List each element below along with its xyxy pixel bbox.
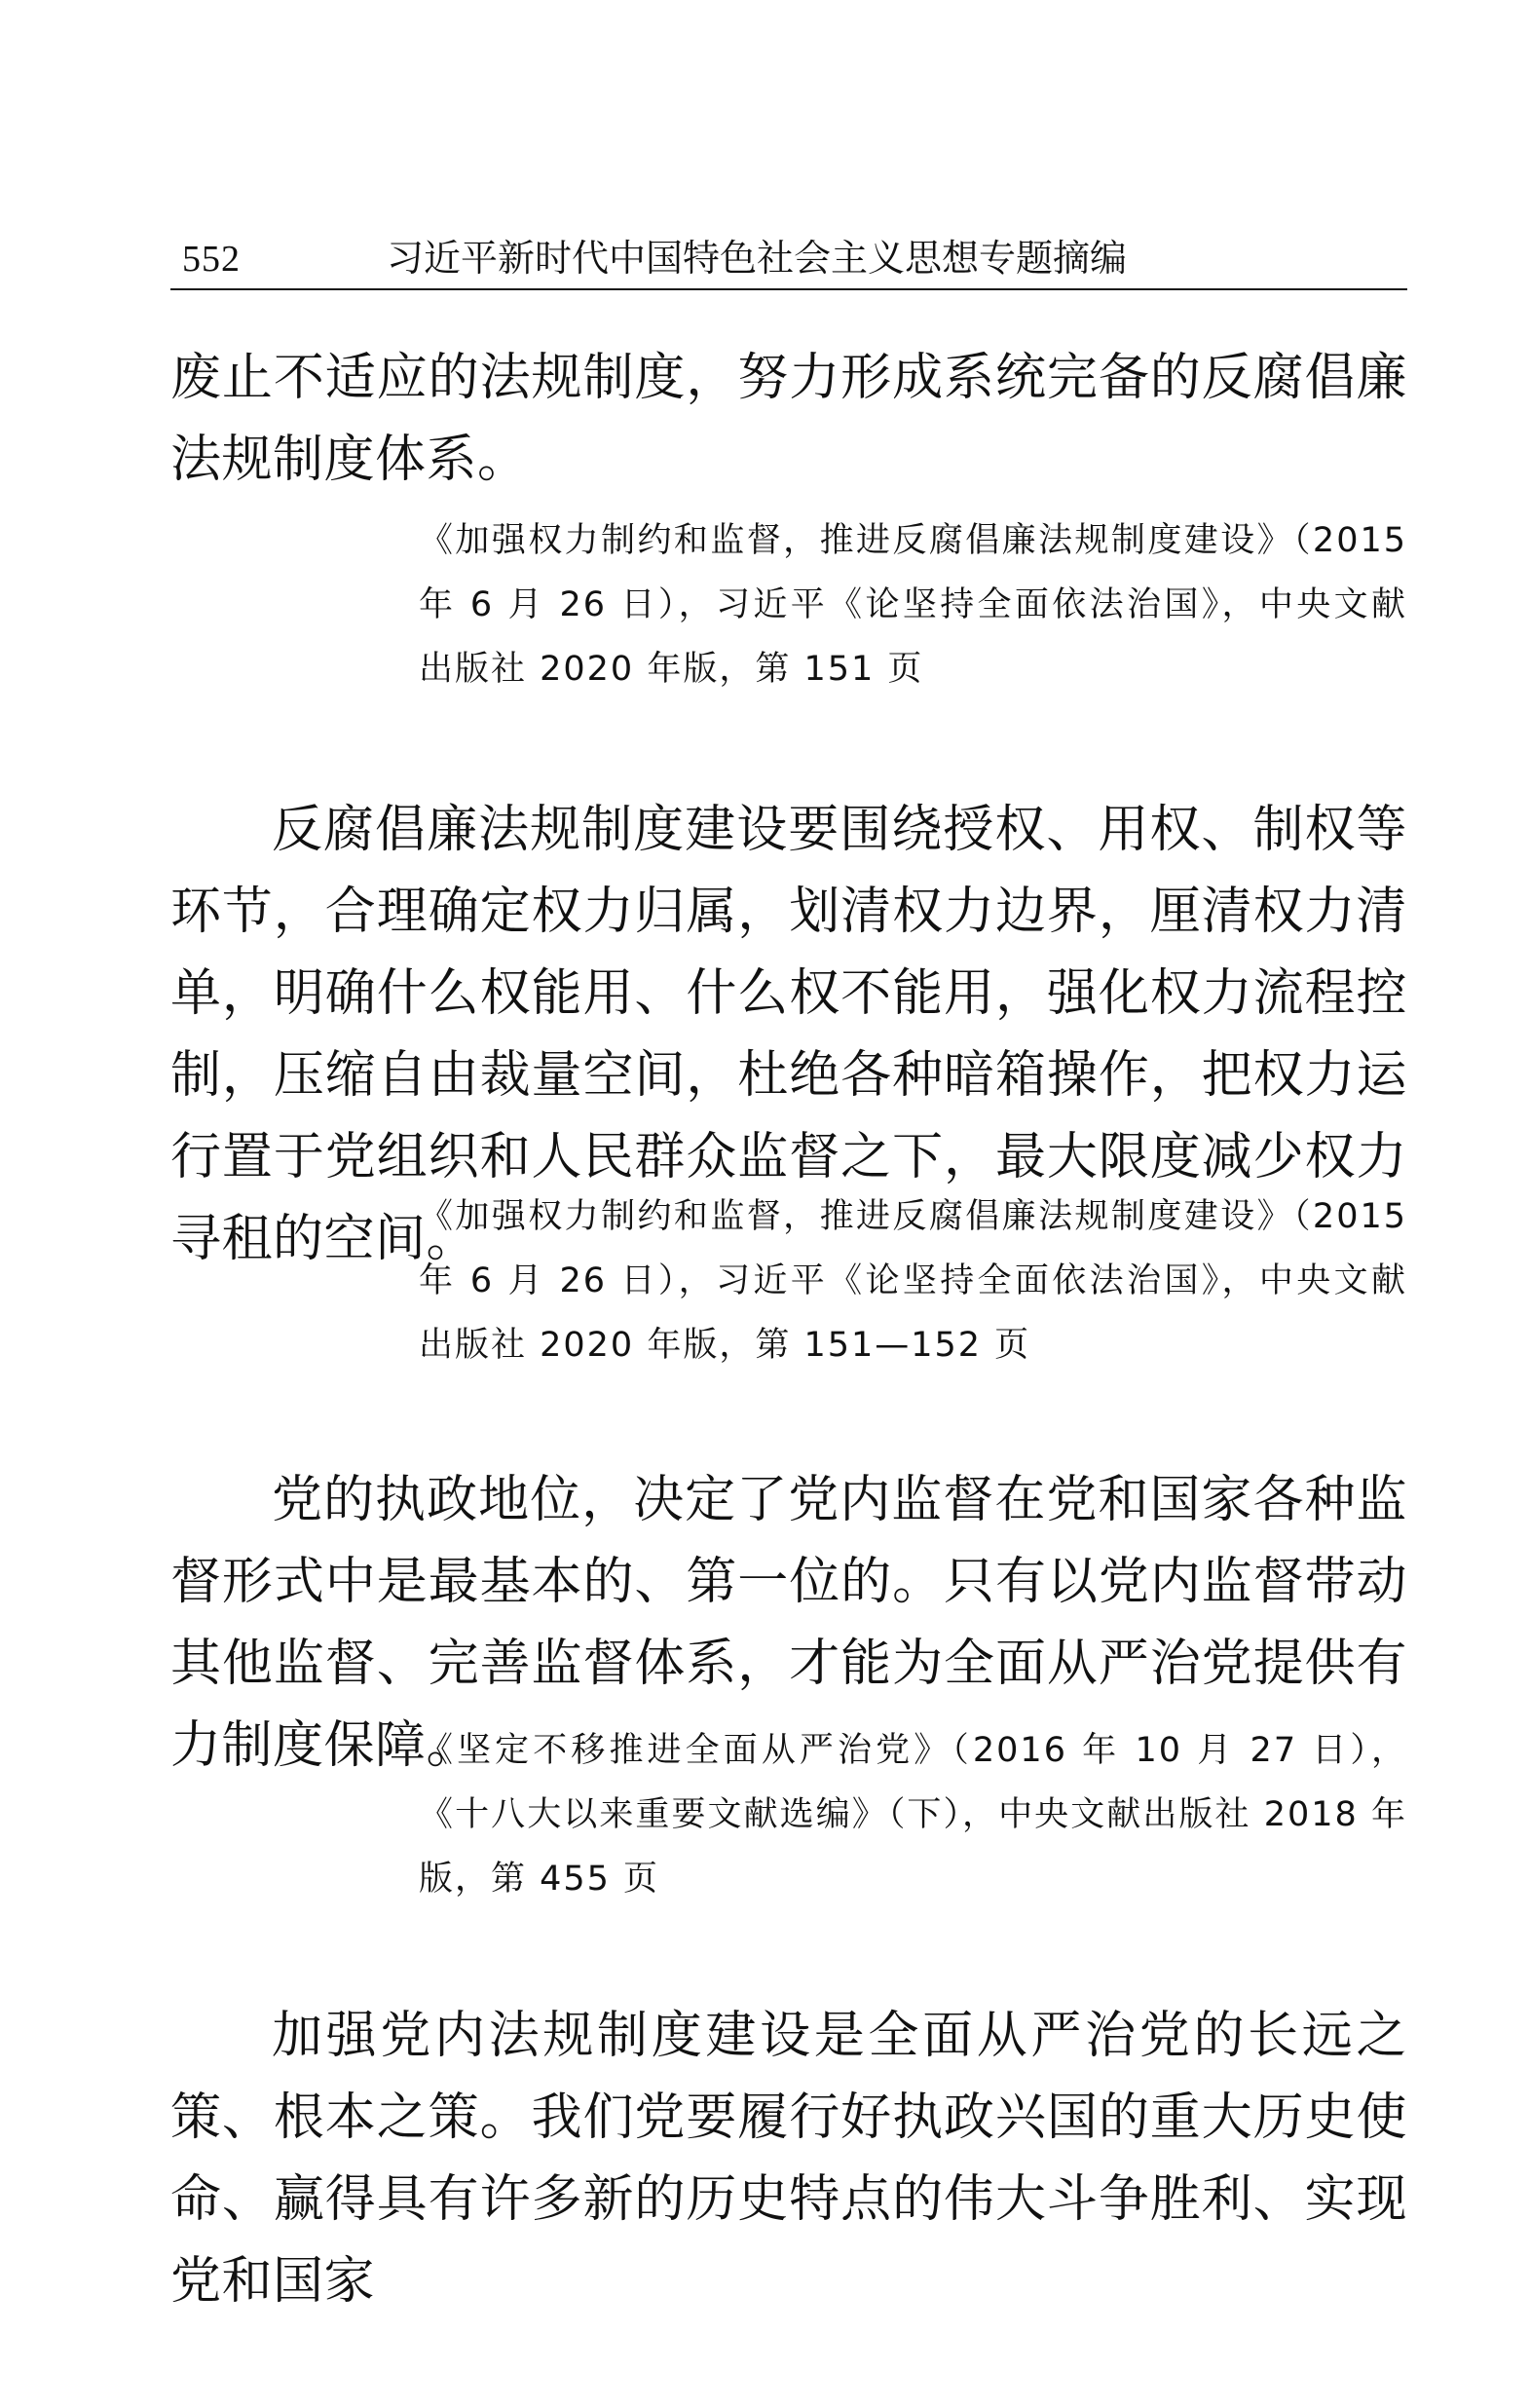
body-paragraph: 废止不适应的法规制度，努力形成系统完备的反腐倡廉法规制度体系。: [170, 349, 1407, 489]
body-paragraph: 党的执政地位，决定了党内监督在党和国家各种监督形式中是最基本的、第一位的。只有以党内监督带动其他监督、完善监督体系，才能为全面从严治党提供有力制度保障。: [170, 1471, 1407, 1775]
source-citation: 《加强权力制约和监督，推进反腐倡廉法规制度建设》（2015 年 6 月 26 日），习近平《论坚持全面依法治国》，中央文献出版社 2020 年版，第 151 页: [419, 521, 1407, 689]
body-paragraph: 加强党内法规制度建设是全面从严治党的长远之策、根本之策。我们党要履行好执政兴国的重大历史使命、赢得具有许多新的历史特点的伟大斗争胜利、实现党和国家: [170, 2007, 1407, 2311]
running-title: 习近平新时代中国特色社会主义思想专题摘编: [387, 237, 1128, 280]
source-citation: 《加强权力制约和监督，推进反腐倡廉法规制度建设》（2015 年 6 月 26 日），习近平《论坚持全面依法治国》，中央文献出版社 2020 年版，第 151—152 页: [419, 1197, 1407, 1365]
source-citation: 《坚定不移推进全面从严治党》（2016 年 10 月 27 日），《十八大以来重要文献选编》（下），中央文献出版社 2018 年版，第 455 页: [419, 1731, 1407, 1899]
page-number: 552: [182, 239, 241, 280]
body-paragraph: 反腐倡廉法规制度建设要围绕授权、用权、制权等环节，合理确定权力归属，划清权力边界，厘清权力清单，明确什么权能用、什么权不能用，强化权力流程控制，压缩自由裁量空间，杜绝各种暗箱操作，把权力运行置于党组织和人民群众监督之下，最大限度减少权力寻租的空间。: [170, 801, 1407, 1268]
header-rule: [170, 288, 1407, 290]
page-header: [170, 226, 1407, 292]
